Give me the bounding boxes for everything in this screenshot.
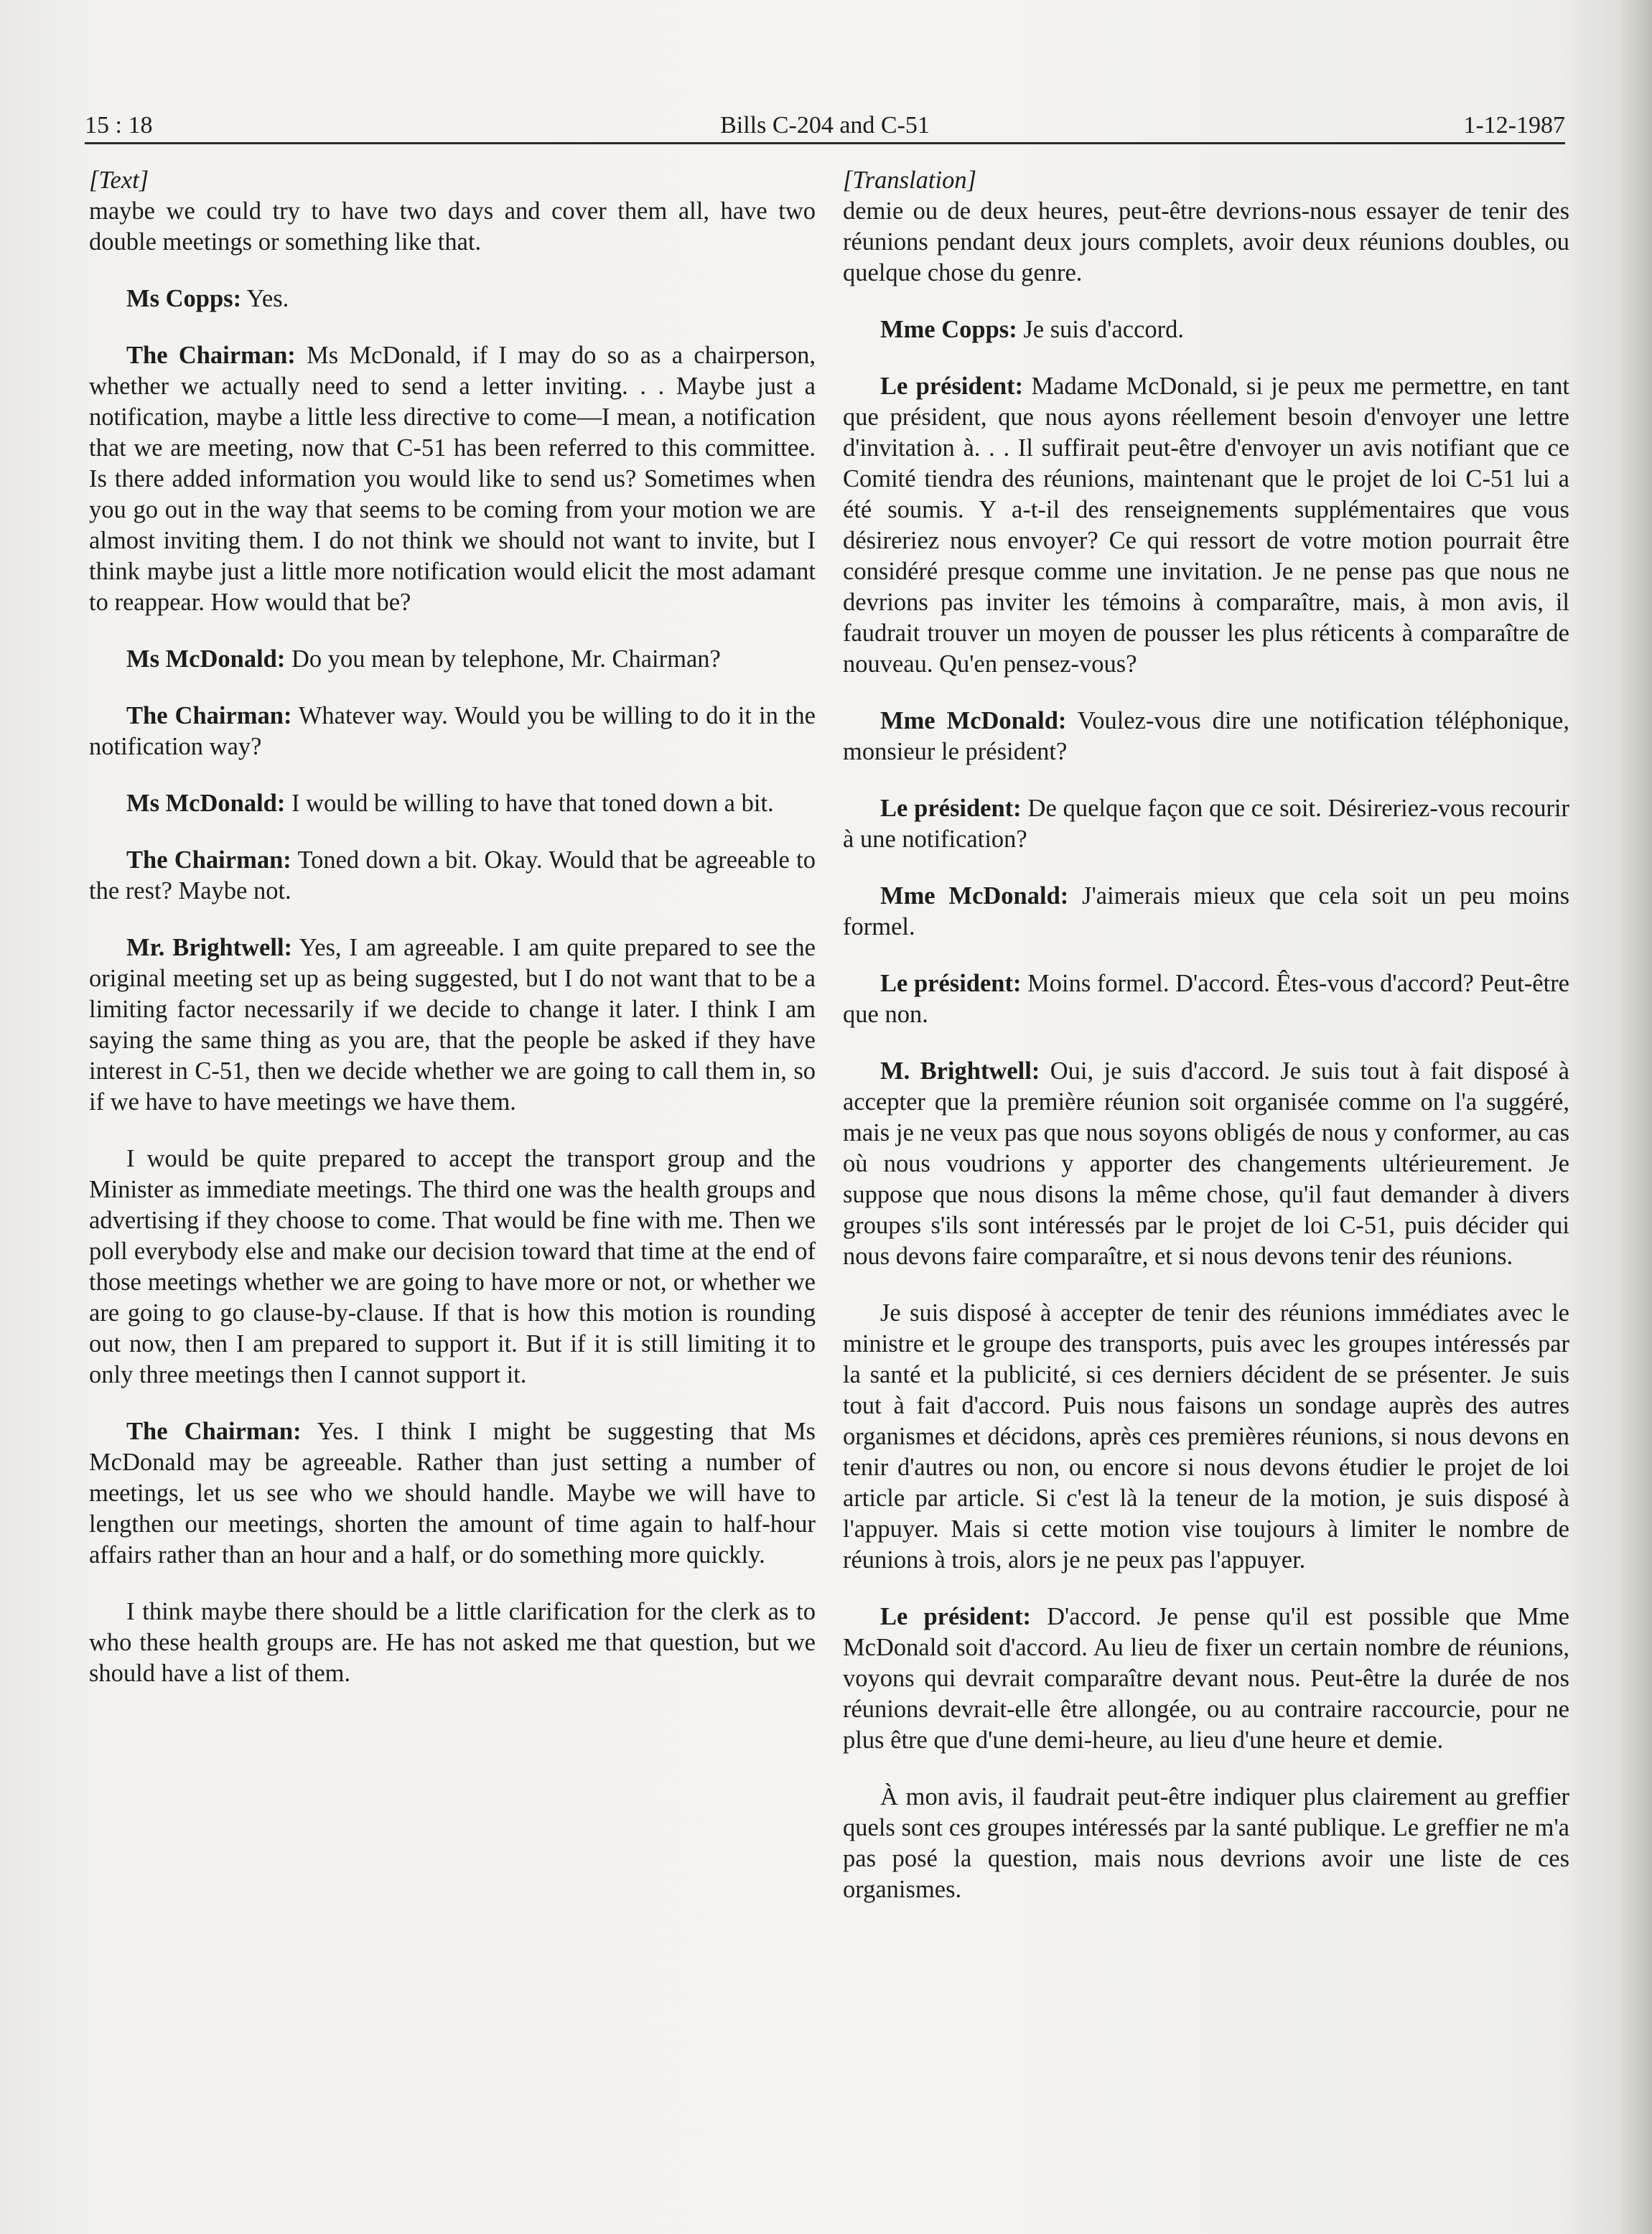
speaker-name: Le président: <box>880 795 1022 822</box>
speaker-name: The Chairman: <box>126 342 296 369</box>
speaker-name: M. Brightwell: <box>880 1057 1040 1085</box>
paragraph: Mme McDonald: Voulez-vous dire une notification téléphonique, monsieur le président? <box>843 707 1569 765</box>
paragraph: Ms Copps: Yes. <box>126 285 289 312</box>
paragraph: Mme Copps: Je suis d'accord. <box>880 316 1185 343</box>
column-label-translation: [Translation] <box>843 167 976 194</box>
page-edge-shadow <box>1622 0 1652 2234</box>
english-column <box>89 165 816 2032</box>
paragraph: Le président: D'accord. Je pense qu'il est possible que Mme McDonald soit d'accord. Au lieu de fixer un certain nombre de réunions, voyons qui devrait comparaître devant nous. Peut-être la durée de nos réunions devrait-elle être allongée, ou au contraire raccourcie, pour ne plus être que d'une demi-heure, au lieu d'une heure et demie. <box>843 1603 1569 1754</box>
speaker-name: The Chairman: <box>126 846 291 874</box>
speaker-name: Le président: <box>880 1603 1031 1630</box>
header-rule <box>85 142 1565 144</box>
paragraph: Le président: Moins formel. D'accord. Êtes-vous d'accord? Peut-être que non. <box>843 970 1570 1028</box>
paragraph: À mon avis, il faudrait peut-être indiquer plus clairement au greffier quels sont ces groupes intéressés par la santé publique. Le greffier ne m'a pas posé la question, mais nous devrions avoir une liste de ces organismes. <box>843 1783 1569 1903</box>
page-header <box>85 109 1565 142</box>
speaker-name: Mme Copps: <box>880 316 1017 343</box>
paragraph: demie ou de deux heures, peut-être devrions-nous essayer de tenir des réunions pendant deux jours complets, avoir deux réunions doubles, ou quelque chose du genre. <box>843 197 1569 286</box>
speaker-name: Mr. Brightwell: <box>126 934 293 961</box>
paragraph: The Chairman: Yes. I think I might be suggesting that Ms McDonald may be agreeable. Rather than just setting a number of meetings, let us see who we should handle. Maybe we will have to lengthen our meetings, shorten the amount of time again to half-hour affairs rather than an hour and a half, or do something more quickly. <box>89 1418 816 1569</box>
paragraph: Ms McDonald: I would be willing to have that toned down a bit. <box>126 790 774 817</box>
speaker-name: Ms McDonald: <box>126 645 286 673</box>
paragraph: Ms McDonald: Do you mean by telephone, Mr. Chairman? <box>126 645 721 673</box>
paragraph: Je suis disposé à accepter de tenir des réunions immédiates avec le ministre et le groupe des transports, puis avec les groupes intéressés par la santé et la publicité, si ces derniers décident de se présenter. Je suis tout à fait d'accord. Puis nous faisons un sondage auprès des autres organismes et décidons, après ces premières réunions, si nous devons en tenir d'autres ou non, ou encore si nous devons étudier le projet de loi article par article. Si c'est là la teneur de la motion, je suis disposé à l'appuyer. Mais si cette motion vise toujours à limiter le nombre de réunions à trois, alors je ne peux pas l'appuyer. <box>843 1299 1569 1574</box>
paragraph: The Chairman: Ms McDonald, if I may do so as a chairperson, whether we actually need to send a letter inviting. . . Maybe just a notification, maybe a little less directive to come—I mean, a notification that we are meeting, now that C-51 has been referred to this committee. Is there added information you would like to send us? Sometimes when you go out in the way that seems to be coming from your motion we are almost inviting them. I do not think we should not want to invite, but I think maybe just a little more notification would elicit the most adamant to reappear. How would that be? <box>89 342 816 616</box>
column-label-text: [Text] <box>89 167 149 194</box>
paragraph: The Chairman: Whatever way. Would you be willing to do it in the notification way? <box>89 702 816 760</box>
speaker-name: Mme McDonald: <box>880 707 1067 734</box>
paragraph: Mme McDonald: J'aimerais mieux que cela soit un peu moins formel. <box>843 882 1570 940</box>
speaker-name: Ms Copps: <box>126 285 242 312</box>
paragraph: maybe we could try to have two days and cover them all, have two double meetings or something like that. <box>89 197 816 256</box>
paragraph: M. Brightwell: Oui, je suis d'accord. Je suis tout à fait disposé à accepter que la première réunion soit organisée comme on l'a suggéré, mais je ne veux pas que nous soyons obligés de nous y conformer, au cas où nous voudrions y apporter des changements ultérieurement. Je suppose que nous disons la même chose, qu'il faut demander à divers groupes s'ils sont intéressés par le projet de loi C-51, puis décider qui nous devons faire comparaître, et si nous devons tenir des réunions. <box>843 1057 1569 1270</box>
paragraph: I think maybe there should be a little clarification for the clerk as to who these health groups are. He has not asked me that question, but we should have a list of them. <box>89 1598 816 1687</box>
paragraph: The Chairman: Toned down a bit. Okay. Would that be agreeable to the rest? Maybe not. <box>89 846 816 905</box>
paragraph: I would be quite prepared to accept the transport group and the Minister as immediate meetings. The third one was the health groups and advertising if they choose to come. That would be fine with me. Then we poll everybody else and make our decision toward that time at the end of those meetings whether we are going to have more or not, or whether we are going to go clause-by-clause. If that is how this motion is rounding out now, then I am prepared to support it. But if it is still limiting it to only three meetings then I cannot support it. <box>89 1145 816 1388</box>
speaker-name: The Chairman: <box>126 702 292 729</box>
document-date: 1-12-1987 <box>1463 112 1565 139</box>
page-number: 15 : 18 <box>85 112 153 139</box>
speaker-name: Mme McDonald: <box>880 882 1069 910</box>
speaker-name: The Chairman: <box>126 1418 302 1445</box>
paragraph: Le président: De quelque façon que ce soit. Désireriez-vous recourir à une notification? <box>843 795 1570 853</box>
document-title: Bills C-204 and C-51 <box>720 112 930 139</box>
french-column <box>843 165 1569 2032</box>
speaker-name: Le président: <box>880 970 1022 997</box>
paragraph: Mr. Brightwell: Yes, I am agreeable. I am quite prepared to see the original meeting set up as being suggested, but I do not want that to be a limiting factor necessarily if we decide to change it later. I think I am saying the same thing as you are, that the people be asked if they have interest in C-51, then we decide whether we are going to call them in, so if we have to have meetings we have them. <box>89 934 816 1116</box>
speaker-name: Le président: <box>880 373 1024 400</box>
paragraph: Le président: Madame McDonald, si je peux me permettre, en tant que président, que nous ayons réellement besoin d'envoyer une lettre d'invitation à. . . Il suffirait peut-être d'envoyer un avis notifiant que ce Comité tiendra des réunions, maintenant que le projet de loi C-51 lui a été soumis. Y a-t-il des renseignements supplémentaires que vous désireriez nous envoyer? Ce qui ressort de votre motion pourrait être considéré presque comme une invitation. Je ne pense pas que nous ne devrions pas inviter les témoins à comparaître, mais, à mon avis, il faudrait trouver un moyen de pousser les plus réticents à comparaître de nouveau. Qu'en pensez-vous? <box>843 373 1569 678</box>
speaker-name: Ms McDonald: <box>126 790 286 817</box>
